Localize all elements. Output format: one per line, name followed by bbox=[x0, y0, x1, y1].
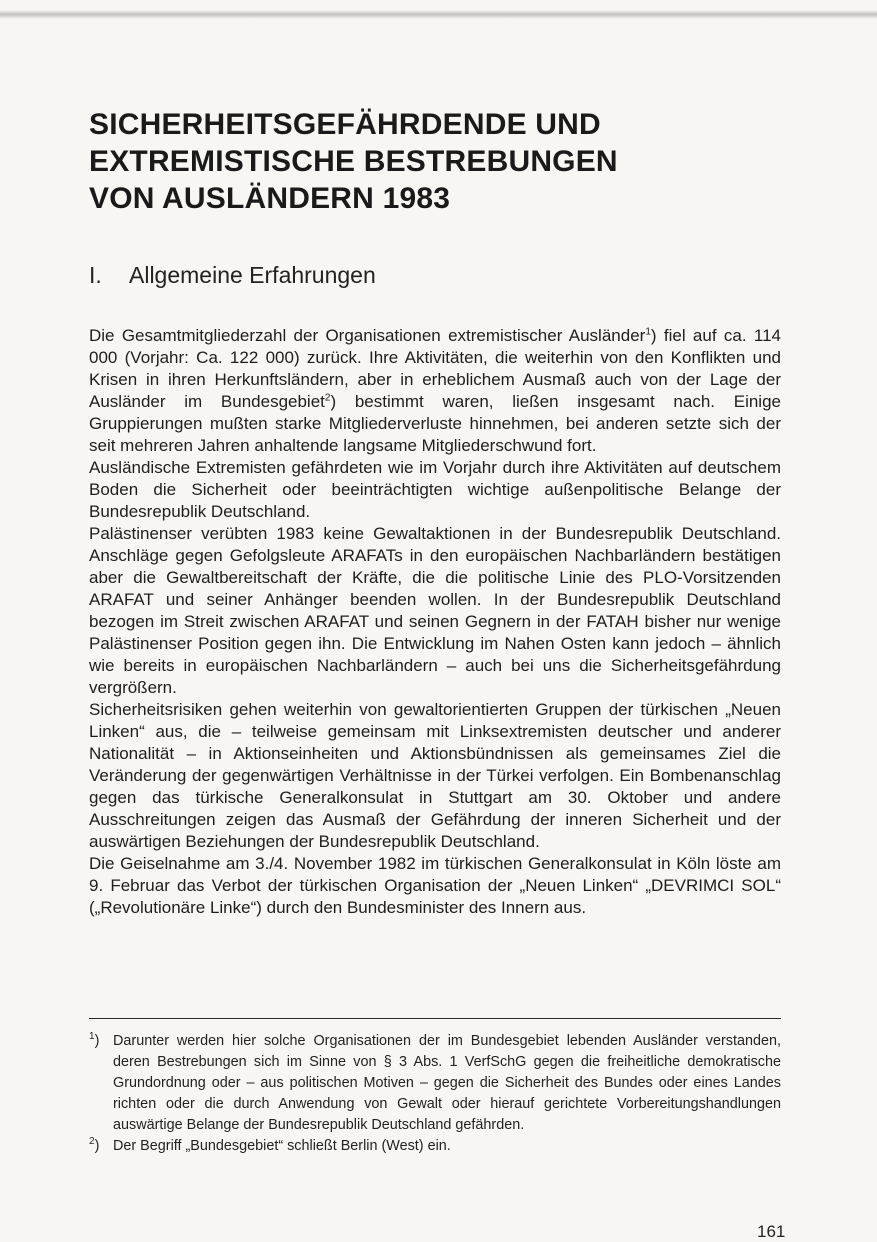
footnote-reference: 1 bbox=[645, 326, 651, 338]
footnote-text: Der Begriff „Bundesgebiet“ schließt Berlin (West) ein. bbox=[113, 1138, 451, 1154]
footnote-mark: $^2$) bbox=[89, 1136, 100, 1154]
section-heading-text: Allgemeine Erfahrungen bbox=[129, 262, 376, 288]
footnote bbox=[89, 1031, 781, 1136]
footnotes bbox=[89, 1031, 781, 1157]
title-line: VON AUSLÄNDERN 1983 bbox=[89, 182, 451, 215]
page-number: 161 bbox=[757, 1222, 786, 1241]
paragraph bbox=[89, 325, 781, 457]
title-line: SICHERHEITSGEFÄHRDENDE UND bbox=[89, 108, 601, 141]
body-text bbox=[89, 325, 781, 919]
page-title bbox=[89, 106, 789, 217]
footnote-text: Darunter werden hier solche Organisationen der im Bundesgebiet lebenden Ausländer verstanden, deren Bestrebungen sich im Sinne von § 3 Abs. 1 VerfSchG gegen die freiheitliche demokratische Grundordnung oder – aus politischen Motiven – gegen die Sicherheit des Bundes oder eines Landes richten oder die durch Anwendung von Gewalt oder hierauf gerichtete Vorbereitungshandlungen auswärtige Belange der Bundesrepublik Deutschland gefährden. bbox=[113, 1033, 781, 1133]
paragraph: Ausländische Extremisten gefährdeten wie im Vorjahr durch ihre Aktivitäten auf deutschem Boden die Sicherheit oder beeinträchtigten wichtige außenpolitische Belange der Bundesrepublik Deutschland. bbox=[89, 458, 781, 521]
paragraph: Palästinenser verübten 1983 keine Gewaltaktionen in der Bundesrepublik Deutschland. Anschläge gegen Gefolgsleute ARAFATs in den europäischen Nachbarländern bestätigen aber die Gewaltbereitschaft der Kräfte, die die politische Linie des PLO-Vorsitzenden ARAFAT und seiner Anhänger beenden wollen. In der Bundesrepublik Deutschland bezogen im Streit zwischen ARAFAT und seinen Gegnern in der FATAH bisher nur wenige Palästinenser Position gegen ihn. Die Entwicklung im Nahen Osten kann jedoch – ähnlich wie bereits in europäischen Nachbarländern – auch bei uns die Sicherheitsgefährdung vergrößern. bbox=[89, 524, 781, 697]
footnote-divider bbox=[89, 1018, 781, 1019]
paragraph-text: ) fiel auf ca. 114 000 (Vorjahr: Ca. 122 000) zurück. Ihre Aktivitäten, die weiterhin von den Konflikten und Krisen in ihren Herkunftsländern, aber in erheblichem Ausmaß auch von der Lage der Ausländer im Bundesgebiet bbox=[89, 326, 781, 411]
footnote-reference: 2 bbox=[324, 392, 331, 404]
title-line: EXTREMISTISCHE BESTREBUNGEN bbox=[89, 145, 618, 178]
footnote-mark: $^1$) bbox=[89, 1031, 100, 1049]
paragraph-text: Die Gesamtmitgliederzahl der Organisationen extremistischer Ausländer bbox=[89, 326, 646, 345]
paragraph: Sicherheitsrisiken gehen weiterhin von gewaltorientierten Gruppen der türkischen „Neuen Linken“ aus, die – teilweise gemeinsam mit Linksextremisten deutscher und anderer Nationalität – in Aktionseinheiten und Aktionsbündnissen als gemeinsames Ziel die Veränderung der gegenwärtigen Verhältnisse in der Türkei verfolgen. Ein Bombenanschlag gegen das türkische Generalkonsulat in Stuttgart am 30. Oktober und andere Ausschreitungen zeigen das Ausmaß der Gefährdung der inneren Sicherheit und der auswärtigen Beziehungen der Bundesrepublik Deutschland. bbox=[89, 700, 781, 851]
paragraph-text: ) bestimmt waren, ließen insgesamt nach. Einige Gruppierungen mußten starke Mitgliederverluste hinnehmen, bei anderen setzte sich der seit mehreren Jahren anhaltende langsame Mitgliederschwund fort. bbox=[89, 392, 781, 455]
section-heading bbox=[89, 260, 376, 290]
paragraph: Die Geiselnahme am 3./4. November 1982 im türkischen Generalkonsulat in Köln löste am 9. Februar das Verbot der türkischen Organisation der „Neuen Linken“ „DEVRIMCI SOL“ („Revolutionäre Linke“) durch den Bundesminister des Innern aus. bbox=[89, 854, 781, 917]
footnote bbox=[89, 1136, 781, 1157]
section-number: I. bbox=[89, 262, 102, 288]
